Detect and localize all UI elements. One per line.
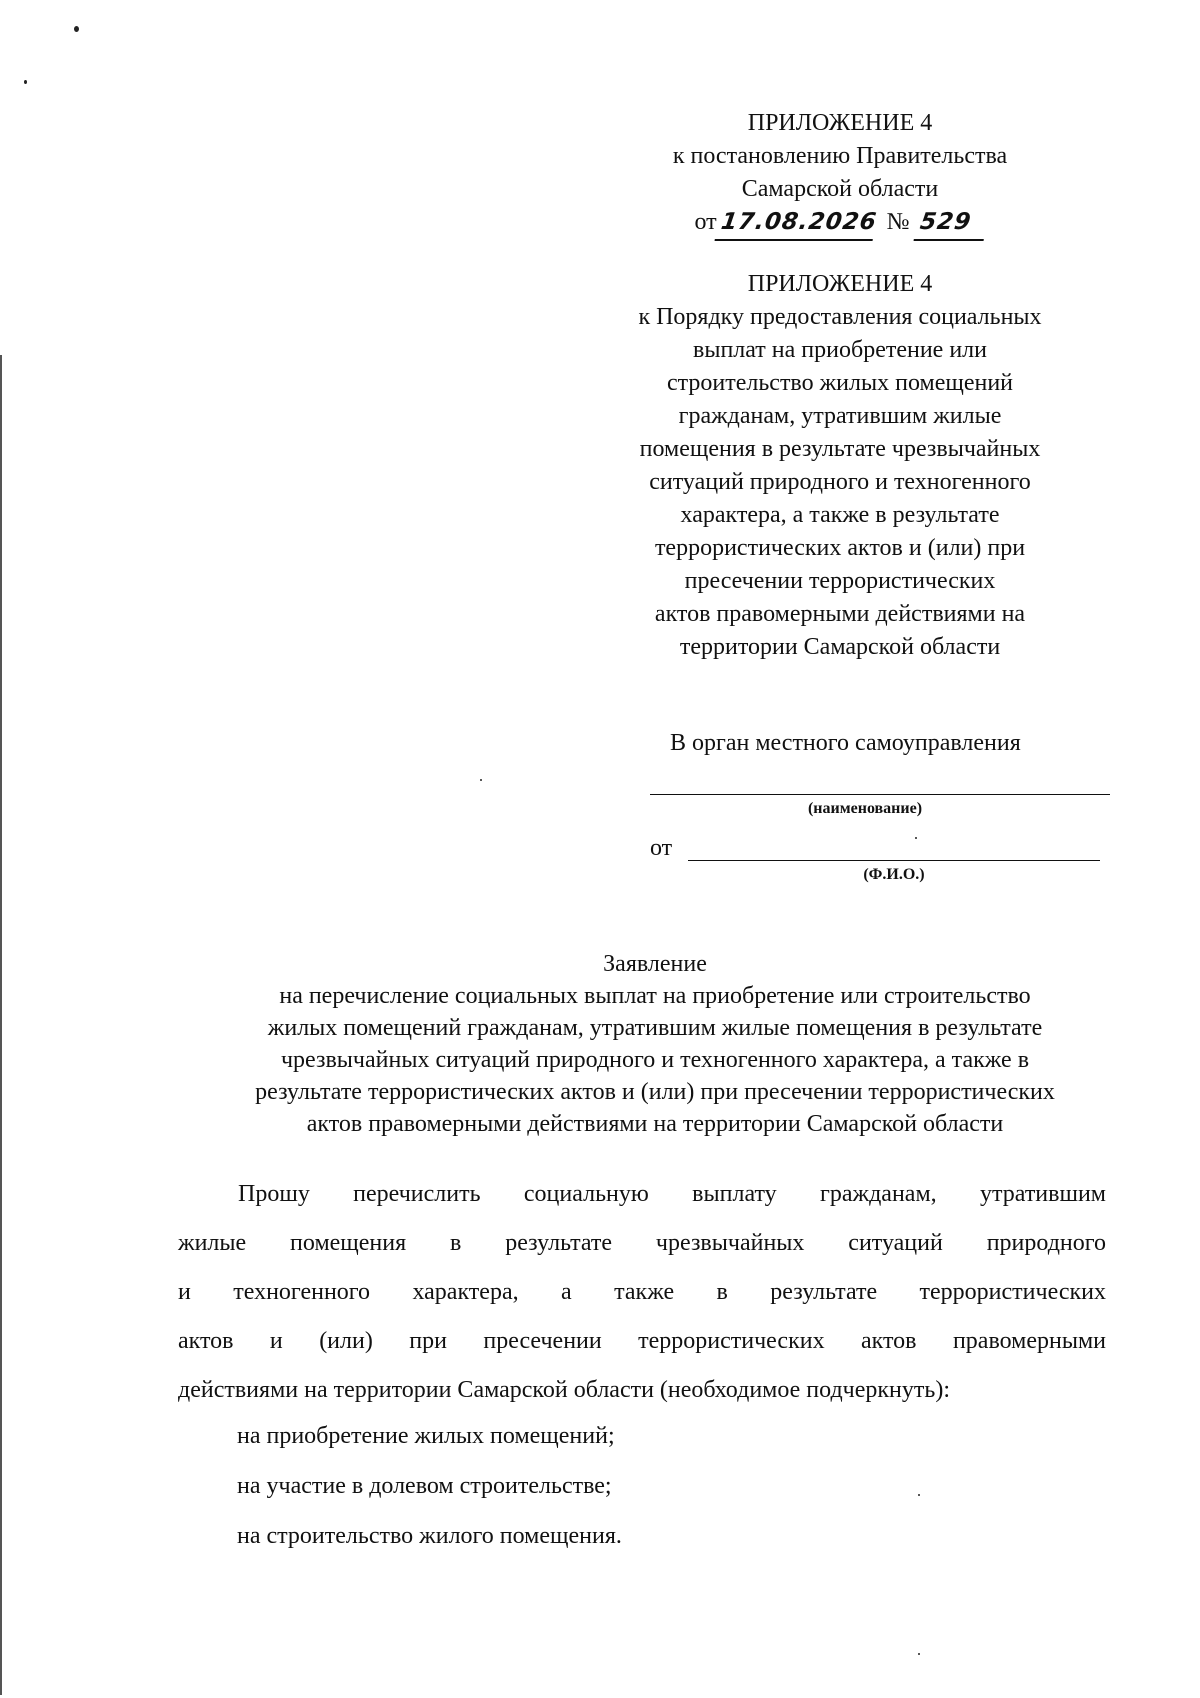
option-shared-construction[interactable]: на участие в долевом строительстве; [237,1473,612,1499]
name-caption: (наименование) [807,800,923,817]
appendix-region: Самарской области [741,176,939,202]
order-line: характера, а также в результате [680,502,1000,528]
appendix-government-header [580,107,1100,241]
paragraph-line: жилые помещения в результате чрезвычайных ситуаций природного [178,1230,1106,1256]
statement-heading [170,948,1140,1140]
scan-speck [74,26,79,32]
recipient-title: В орган местного самоуправления [670,730,1021,756]
order-line: выплат на приобретение или [693,337,987,363]
name-fill-line[interactable] [650,794,1110,795]
option-construction[interactable]: на строительство жилого помещения. [237,1523,622,1549]
order-line: к Порядку предоставления социальных [638,304,1042,330]
handwritten-number: 529 [913,206,988,241]
request-paragraph [178,1170,1106,1415]
from-label: от [650,835,673,861]
scan-speck [24,80,27,84]
scan-speck [480,779,482,781]
scan-speck [915,837,917,839]
statement-subtitle-line: на перечисление социальных выплат на приобретение или строительство [279,983,1031,1009]
scan-edge [0,355,2,1695]
order-line: территории Самарской области [679,634,1001,660]
appendix-title: ПРИЛОЖЕНИЕ 4 [747,271,933,297]
order-line: гражданам, утратившим жилые [678,403,1002,429]
statement-title: Заявление [603,951,707,977]
fio-caption: (Ф.И.О.) [863,866,925,883]
paragraph-line: актов и (или) при пресечении террористических актов правомерными [178,1328,1106,1354]
statement-subtitle-line: актов правомерными действиями на территории Самарской области [306,1111,1004,1137]
appendix-reference: к постановлению Правительства [672,143,1008,169]
order-line: пресечении террористических [684,568,996,594]
order-line: ситуаций природного и техногенного [649,469,1031,495]
paragraph-line: и техногенного характера, а также в результате террористических [178,1279,1106,1305]
paragraph-line: Прошу перечислить социальную выплату гражданам, утратившим [238,1181,1106,1207]
appendix-date-line [580,206,1100,241]
option-purchase[interactable]: на приобретение жилых помещений; [237,1423,615,1449]
order-line: строительство жилых помещений [666,370,1014,396]
paragraph-line: действиями на территории Самарской области (необходимое подчеркнуть): [178,1377,950,1403]
order-line: помещения в результате чрезвычайных [639,436,1041,462]
statement-subtitle-line: результате террористических актов и (или) при пресечении террористических [255,1079,1055,1105]
statement-subtitle-line: жилых помещений гражданам, утратившим жилые помещения в результате [267,1015,1043,1041]
scan-speck [918,1653,920,1655]
handwritten-date: 17.08.2026 [714,206,877,241]
number-prefix: № [886,209,910,235]
statement-subtitle-line: чрезвычайных ситуаций природного и техногенного характера, а также в [280,1047,1030,1073]
date-prefix: от [694,209,717,235]
order-line: актов правомерными действиями на [654,601,1026,627]
scan-speck [918,1494,920,1496]
order-line: террористических актов и (или) при [654,535,1026,561]
appendix-order-header [580,268,1100,664]
fio-fill-line[interactable] [688,860,1100,861]
appendix-title: ПРИЛОЖЕНИЕ 4 [747,110,933,136]
